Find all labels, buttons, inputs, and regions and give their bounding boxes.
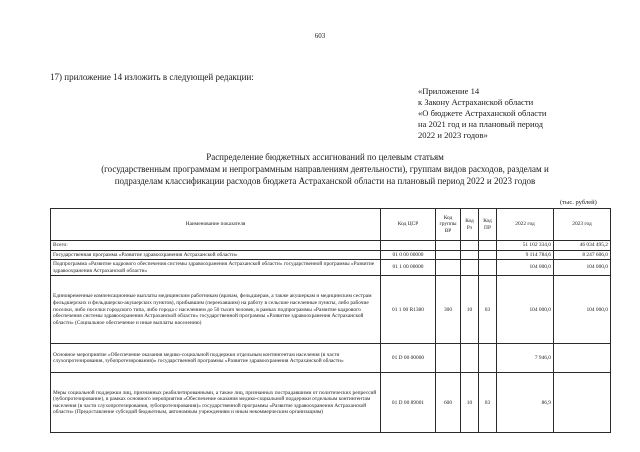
header-pr: Код ПР [479, 209, 497, 241]
cell-rz: 10 [461, 373, 479, 433]
cell-2023 [554, 344, 611, 373]
header-vr: Код группы ВР [436, 209, 461, 241]
header-csr: Код ЦСР [381, 209, 436, 241]
intro-text: 17) приложение 14 изложить в следующей редакции: [50, 72, 254, 82]
cell-rz [461, 260, 479, 276]
cell-name: Подпрограмма «Развитие кадрового обеспечения системы здравоохранения Астраханской области» государственной программы «Развитие здравоохранения Астраханской области» [51, 260, 381, 276]
table-header-row [51, 209, 611, 241]
cell-pr [479, 250, 497, 260]
appendix-reference [418, 86, 618, 141]
heading-line: подразделам классификации расходов бюджета Астраханской области на плановый период 2022 и 2023 годов [114, 176, 536, 186]
cell-2022: 51 102 334,0 [497, 241, 554, 251]
cell-pr: 03 [479, 276, 497, 344]
cell-csr: 01 1 00 R1380 [381, 276, 436, 344]
cell-2022: 7 946,0 [497, 344, 554, 373]
page-number: 603 [314, 32, 326, 40]
cell-2022: 9 114 784,6 [497, 250, 554, 260]
cell-csr: 01 1 00 00000 [381, 260, 436, 276]
appendix-line: к Закону Астраханской области [418, 97, 534, 107]
cell-pr [479, 260, 497, 276]
appendix-line: на 2021 год и на плановый период [418, 119, 543, 129]
cell-rz [461, 241, 479, 251]
document-heading [40, 151, 610, 187]
cell-2023 [554, 373, 611, 433]
cell-csr: 01 0 00 00000 [381, 250, 436, 260]
cell-2022: 104 000,0 [497, 276, 554, 344]
cell-2022: 104 000,0 [497, 260, 554, 276]
table-row [51, 250, 611, 260]
cell-vr [436, 344, 461, 373]
cell-name: Единовременные компенсационные выплаты медицинским работникам (врачам, фельдшерам, а также акушеркам и медицинским сестрам фельдшерских и фельдшерско-акушерских пунктов), прибывшим (переехавшим) на работу в сельские населенные пункты, либо рабочие поселки, либо поселки городского типа, либо города с населением до 50 тысяч человек, в рамках подпрограммы «Развитие кадрового обеспечения системы здравоохранения Астраханской области» государственной программы «Развитие здравоохранения Астраханской области» (Социальное обеспечение и иные выплаты населению) [51, 276, 381, 344]
cell-pr: 03 [479, 373, 497, 433]
cell-csr: 01 D 00 89001 [381, 373, 436, 433]
cell-2023: 46 034 495,2 [554, 241, 611, 251]
heading-line: (государственным программам и непрограммным направлениям деятельности), группам видов расходов, разделам и [101, 164, 549, 174]
cell-name: Всего: [51, 241, 381, 251]
appendix-line: «Приложение 14 [418, 86, 480, 96]
appendix-line: «О бюджете Астраханской области [418, 108, 547, 118]
cell-vr: 300 [436, 276, 461, 344]
cell-csr: 01 D 00 00000 [381, 344, 436, 373]
table-row [51, 260, 611, 276]
cell-name: Основное мероприятие «Обеспечение оказания медико-социальной поддержки отдельным контингентам населения (в части слухопротезирования, зубопротезирования)» государственной программы «Развитие здравоохранения Астраханской области» [51, 344, 381, 373]
heading-line: Распределение бюджетных ассигнований по целевым статьям [206, 152, 444, 162]
cell-name: Меры социальной поддержки лиц, признанных реабилитированными, а также лиц, признанных пострадавшими от политических репрессий (зубопротезирование), в рамках основного мероприятия «Обеспечение оказания медико-социальной поддержки отдельным контингентам населения (в части слухопротезирования, зубопротезирования)» государственной программы «Развитие здравоохранения Астраханской области» (Предоставление субсидий бюджетным, автономным учреждениям и иным некоммерческим организациям) [51, 373, 381, 433]
cell-vr [436, 260, 461, 276]
cell-vr: 600 [436, 373, 461, 433]
budget-table [50, 208, 611, 433]
header-2022: 2022 год [497, 209, 554, 241]
header-rz: Код Рз [461, 209, 479, 241]
cell-2023: 8 247 606,0 [554, 250, 611, 260]
table-row [51, 344, 611, 373]
cell-name: Государственная программа «Развитие здравоохранения Астраханской области» [51, 250, 381, 260]
header-2023: 2023 год [554, 209, 611, 241]
units-label: (тыс. рублей) [560, 199, 597, 206]
appendix-line: 2022 и 2023 годов» [418, 130, 488, 140]
table-row [51, 241, 611, 251]
header-name: Наименование показателя [51, 209, 381, 241]
table-row [51, 276, 611, 344]
cell-2023: 104 000,0 [554, 260, 611, 276]
cell-csr [381, 241, 436, 251]
cell-vr [436, 241, 461, 251]
cell-rz [461, 344, 479, 373]
cell-rz [461, 250, 479, 260]
table-row [51, 373, 611, 433]
cell-rz: 10 [461, 276, 479, 344]
cell-pr [479, 344, 497, 373]
cell-vr [436, 250, 461, 260]
cell-2022: 86,9 [497, 373, 554, 433]
cell-2023: 104 000,0 [554, 276, 611, 344]
cell-pr [479, 241, 497, 251]
